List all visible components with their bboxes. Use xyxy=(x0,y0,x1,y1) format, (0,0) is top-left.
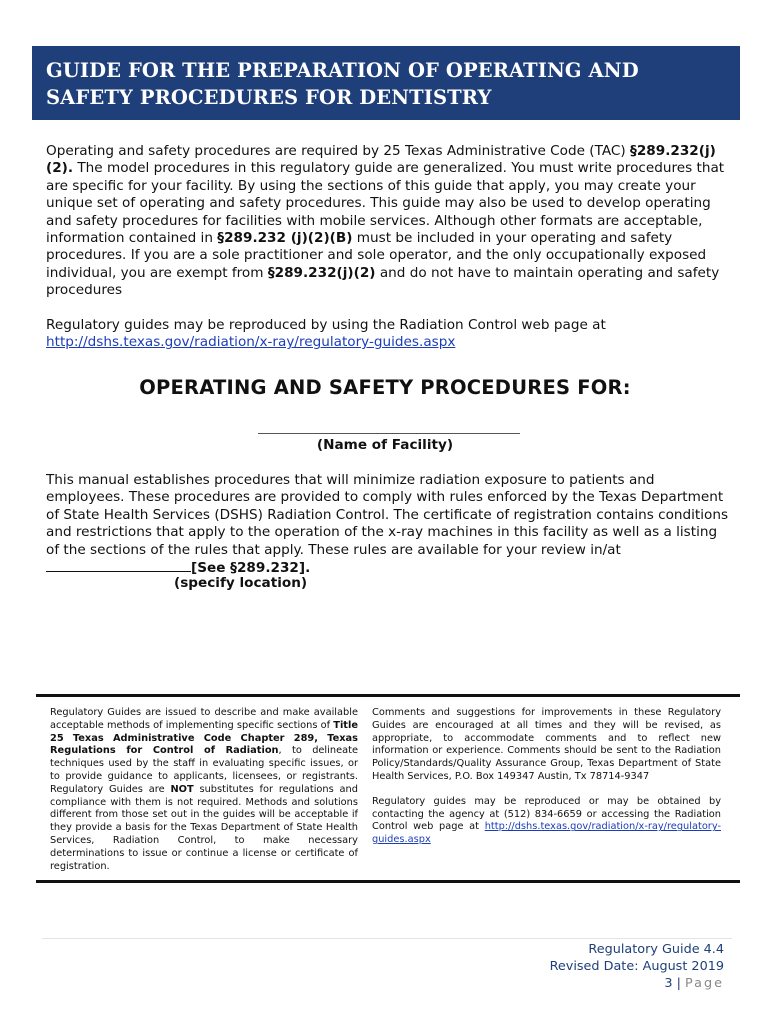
title-banner xyxy=(32,46,740,120)
intro-citation-1: §289.232(j)(2). xyxy=(46,143,716,177)
disclaimer-text-2: , to delineate techniques used by the staff in evaluating specific issues, or to provide guidance to applicants, licensees, or registrants. Regulatory Guides are xyxy=(50,745,358,795)
divider-bottom xyxy=(36,880,740,883)
manual-paragraph xyxy=(46,472,734,577)
manual-see-citation: [See §289.232]. xyxy=(191,560,311,577)
page-number: 3 xyxy=(664,976,673,991)
intro-text-2: The model procedures in this regulatory guide are generalized. You must write procedures that are specific for your facility. By using the sections of this guide that apply, you may create your unique set of operating and safety procedures. This guide may also be used to develop operating and safety procedures for facilities with mobile services. Although other formats are acceptable, information contained in xyxy=(46,160,725,247)
ops-procedures-heading: OPERATING AND SAFETY PROCEDURES FOR: xyxy=(139,376,631,399)
regulatory-guides-link[interactable]: http://dshs.texas.gov/radiation/x-ray/regulatory-guides.aspx xyxy=(46,334,456,351)
obtain-text: Regulatory guides may be reproduced or may be obtained by contacting the agency at (512) 834-6659 or accessing the Radiation Control web page at xyxy=(372,795,721,833)
page-word: Page xyxy=(685,976,724,991)
facility-name-label: (Name of Facility) xyxy=(316,437,454,453)
reproduce-text: Regulatory guides may be reproduced by using the Radiation Control web page at xyxy=(46,317,606,333)
comments-paragraph: Comments and suggestions for improvements in these Regulatory Guides are encouraged at all times and they will be revised, as appropriate, to accommodate comments and to reflect new information or experience. Comments should be sent to the Radiation Policy/Standards/Quality Assurance Group, Texas Department of State Health Services, P.O. Box 149347 Austin, Tx 78714-9347 xyxy=(372,707,721,782)
disclaimer-paragraph xyxy=(50,707,358,873)
disclaimer-text-1: Regulatory Guides are issued to describe and make available acceptable methods of implementing specific sections of xyxy=(50,707,358,731)
footer-rule xyxy=(42,938,732,939)
facility-name-blank[interactable] xyxy=(258,433,520,434)
disclaimer-not: NOT xyxy=(170,783,194,795)
title-line-1: GUIDE FOR THE PREPARATION OF OPERATING AND xyxy=(46,59,639,82)
footer-page xyxy=(550,975,724,992)
reproduce-paragraph xyxy=(46,317,734,352)
footer-revised-date: Revised Date: August 2019 xyxy=(549,959,724,974)
page-separator: | xyxy=(676,976,681,991)
intro-text-3: must be included in your operating and safety procedures. If you are a sole practitioner and sole operator, and the only occupationally exposed individual, you are exempt from xyxy=(46,230,707,281)
intro-citation-3: §289.232(j)(2) xyxy=(267,264,376,281)
footer xyxy=(550,941,724,992)
divider-top xyxy=(36,694,740,697)
intro-paragraph xyxy=(46,143,734,300)
specify-location-label: (specify location) xyxy=(174,575,308,591)
intro-citation-2: §289.232 (j)(2)(B) xyxy=(217,230,353,247)
disclaimer-title-ref: Title 25 Texas Administrative Code Chapter 289, Texas Regulations for Control of Radiation xyxy=(50,719,358,757)
intro-text-4: and do not have to maintain operating and safety procedures xyxy=(46,264,720,299)
intro-text-1: Operating and safety procedures are required by 25 Texas Administrative Code (TAC) xyxy=(46,143,631,159)
location-blank[interactable] xyxy=(46,559,191,572)
radiation-control-link[interactable]: http://dshs.texas.gov/radiation/x-ray/regulatory-guides.aspx xyxy=(372,821,721,846)
obtain-paragraph xyxy=(372,796,721,847)
document-title xyxy=(46,57,726,111)
manual-text: This manual establishes procedures that will minimize radiation exposure to patients and employees. These procedures are provided to comply with rules enforced by the Texas Department of State Health Services (DSHS) Radiation Control. The certificate of registration contains conditions and restrictions that apply to the operation of the x-ray machines in this facility as well as a listing of the sections of the rules that apply. These rules are available for your review in/at xyxy=(46,472,729,558)
disclaimer-text-3: substitutes for regulations and compliance with them is not required. Methods and solutions different from those set out in the guides will be acceptable if they provide a basis for the Texas Department of State Health Services, Radiation Control, to make necessary determinations to issue or continue a license or certificate of registration. xyxy=(50,783,358,872)
title-line-2: SAFETY PROCEDURES FOR DENTISTRY xyxy=(46,86,492,109)
disclaimer-left-column xyxy=(50,707,358,885)
comments-right-column xyxy=(372,707,721,859)
footer-guide-number: Regulatory Guide 4.4 xyxy=(588,942,724,957)
